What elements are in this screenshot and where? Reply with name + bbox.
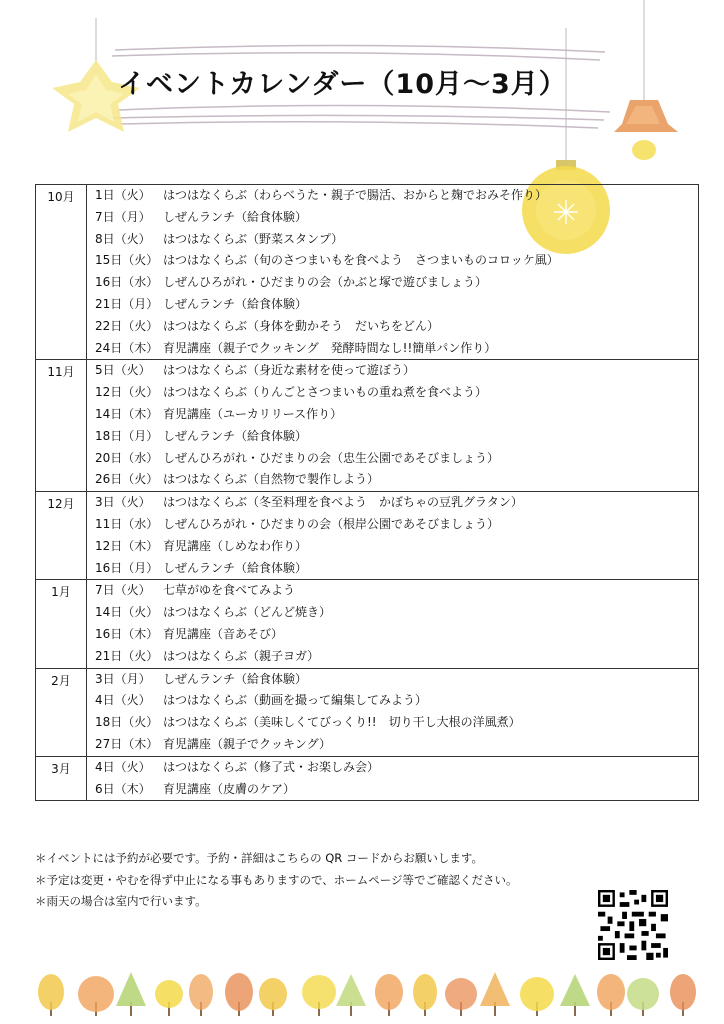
tree-row-decoration bbox=[38, 972, 696, 1016]
month-row bbox=[36, 360, 699, 492]
month-label: 11月 bbox=[36, 360, 87, 492]
event-title: しぜんひろがれ・ひだまりの会（忠生公園であそびましょう） bbox=[163, 450, 500, 465]
event-item bbox=[87, 272, 698, 294]
event-title: 育児講座（親子でクッキング 発酵時間なし!!簡単パン作り） bbox=[163, 340, 497, 355]
note-schedule-change: ＊予定は変更・やむを得ず中止になる事もありますので、ホームページ等でご確認ください。 bbox=[35, 872, 518, 887]
month-events bbox=[87, 360, 699, 492]
event-item bbox=[87, 207, 698, 229]
month-row bbox=[36, 492, 699, 580]
event-title: はつはなくらぶ（旬のさつまいもを食べよう さつまいものコロッケ風） bbox=[163, 253, 559, 268]
event-item bbox=[87, 757, 698, 779]
event-date: 22日（火） bbox=[95, 318, 159, 333]
event-item bbox=[87, 734, 698, 756]
event-item bbox=[87, 646, 698, 668]
event-item bbox=[87, 580, 698, 602]
event-title: はつはなくらぶ（身近な素材を使って遊ぼう） bbox=[163, 363, 416, 378]
event-date: 12日（火） bbox=[95, 385, 159, 400]
month-events bbox=[87, 756, 699, 801]
event-title: はつはなくらぶ（親子ヨガ） bbox=[163, 648, 320, 663]
event-calendar-table bbox=[35, 184, 699, 801]
event-date: 3日（月） bbox=[95, 671, 151, 686]
notes-block bbox=[35, 848, 518, 913]
event-item bbox=[87, 624, 698, 646]
event-title: 育児講座（皮膚のケア） bbox=[163, 781, 296, 796]
event-title: はつはなくらぶ（美味しくてびっくり!! 切り干し大根の洋風煮） bbox=[163, 715, 521, 730]
month-events bbox=[87, 492, 699, 580]
event-title: しぜんひろがれ・ひだまりの会（根岸公園であそびましょう） bbox=[163, 516, 500, 531]
month-events bbox=[87, 185, 699, 360]
event-item bbox=[87, 690, 698, 712]
event-date: 15日（火） bbox=[95, 253, 159, 268]
month-label: 2月 bbox=[36, 668, 87, 756]
event-date: 18日（火） bbox=[95, 715, 159, 730]
event-date: 14日（木） bbox=[95, 406, 159, 421]
month-row bbox=[36, 185, 699, 360]
event-date: 11日（水） bbox=[95, 516, 159, 531]
event-title: 育児講座（音あそび） bbox=[163, 626, 284, 641]
event-title: 育児講座（しめなわ作り） bbox=[163, 538, 308, 553]
event-date: 14日（火） bbox=[95, 605, 159, 620]
bell-lantern-icon bbox=[614, 100, 678, 160]
note-rain: ＊雨天の場合は室内で行います。 bbox=[35, 894, 207, 908]
event-date: 8日（火） bbox=[95, 231, 151, 246]
event-item bbox=[87, 316, 698, 338]
event-title: しぜんひろがれ・ひだまりの会（かぶと塚で遊びましょう） bbox=[163, 275, 488, 290]
event-item bbox=[87, 514, 698, 536]
event-item bbox=[87, 404, 698, 426]
event-date: 4日（火） bbox=[95, 759, 151, 774]
event-date: 12日（木） bbox=[95, 538, 159, 553]
event-date: 6日（木） bbox=[95, 781, 151, 796]
event-title: はつはなくらぶ（身体を動かそう だいちをどん） bbox=[163, 318, 440, 333]
event-date: 7日（月） bbox=[95, 209, 151, 224]
event-date: 1日（火） bbox=[95, 188, 151, 202]
event-item bbox=[87, 229, 698, 251]
qr-code-icon[interactable] bbox=[598, 890, 668, 960]
event-title: はつはなくらぶ（野菜スタンプ） bbox=[163, 231, 344, 246]
event-item bbox=[87, 250, 698, 272]
event-title: しぜんランチ（給食体験） bbox=[163, 560, 308, 575]
event-date: 20日（水） bbox=[95, 450, 159, 465]
event-date: 7日（火） bbox=[95, 583, 151, 598]
event-title: 七草がゆを食べてみよう bbox=[163, 583, 296, 598]
event-title: 育児講座（ユーカリリース作り） bbox=[163, 406, 343, 421]
month-label: 3月 bbox=[36, 756, 87, 801]
event-date: 16日（木） bbox=[95, 626, 159, 641]
event-item bbox=[87, 360, 698, 382]
event-item bbox=[87, 558, 698, 580]
event-date: 16日（月） bbox=[95, 560, 159, 575]
month-label: 1月 bbox=[36, 580, 87, 668]
event-item bbox=[87, 536, 698, 558]
event-title: はつはなくらぶ（冬至料理を食べよう かぼちゃの豆乳グラタン） bbox=[163, 495, 523, 510]
event-item bbox=[87, 448, 698, 470]
month-row bbox=[36, 756, 699, 801]
event-date: 24日（木） bbox=[95, 340, 159, 355]
event-date: 3日（火） bbox=[95, 495, 151, 510]
month-events bbox=[87, 668, 699, 756]
event-title: はつはなくらぶ（わらべうた・親子で腸活、おからと麹でおみそ作り） bbox=[163, 188, 548, 202]
event-date: 21日（火） bbox=[95, 648, 159, 663]
note-reservation: ＊イベントには予約が必要です。予約・詳細はこちらの QR コードからお願いします。 bbox=[35, 851, 484, 865]
month-row bbox=[36, 580, 699, 668]
month-label: 12月 bbox=[36, 492, 87, 580]
event-date: 18日（月） bbox=[95, 428, 159, 443]
event-item bbox=[87, 426, 698, 448]
event-item bbox=[87, 185, 698, 207]
event-title: しぜんランチ（給食体験） bbox=[163, 296, 308, 311]
page-title: イベントカレンダー（10月〜3月） bbox=[118, 69, 567, 100]
event-item bbox=[87, 338, 698, 360]
event-date: 21日（月） bbox=[95, 296, 159, 311]
event-title: 育児講座（親子でクッキング） bbox=[163, 736, 332, 751]
event-title: しぜんランチ（給食体験） bbox=[163, 671, 308, 686]
event-item bbox=[87, 712, 698, 734]
event-date: 27日（木） bbox=[95, 736, 159, 751]
event-title: はつはなくらぶ（自然物で製作しよう） bbox=[163, 472, 380, 487]
event-title: はつはなくらぶ（修了式・お楽しみ会） bbox=[163, 759, 380, 774]
event-title: はつはなくらぶ（動画を撮って編集してみよう） bbox=[163, 693, 428, 708]
event-item bbox=[87, 492, 698, 514]
event-date: 5日（火） bbox=[95, 363, 151, 378]
event-title: しぜんランチ（給食体験） bbox=[163, 209, 308, 224]
event-date: 26日（火） bbox=[95, 472, 159, 487]
event-item bbox=[87, 382, 698, 404]
event-item bbox=[87, 469, 698, 491]
event-item bbox=[87, 779, 698, 801]
month-label: 10月 bbox=[36, 185, 87, 360]
event-title: はつはなくらぶ（どんど焼き） bbox=[163, 605, 332, 620]
event-title: しぜんランチ（給食体験） bbox=[163, 428, 308, 443]
month-row bbox=[36, 668, 699, 756]
event-title: はつはなくらぶ（りんごとさつまいもの重ね煮を食べよう） bbox=[163, 385, 488, 400]
month-events bbox=[87, 580, 699, 668]
event-item bbox=[87, 294, 698, 316]
event-date: 16日（水） bbox=[95, 275, 159, 290]
event-item bbox=[87, 669, 698, 691]
event-date: 4日（火） bbox=[95, 693, 151, 708]
event-item bbox=[87, 602, 698, 624]
